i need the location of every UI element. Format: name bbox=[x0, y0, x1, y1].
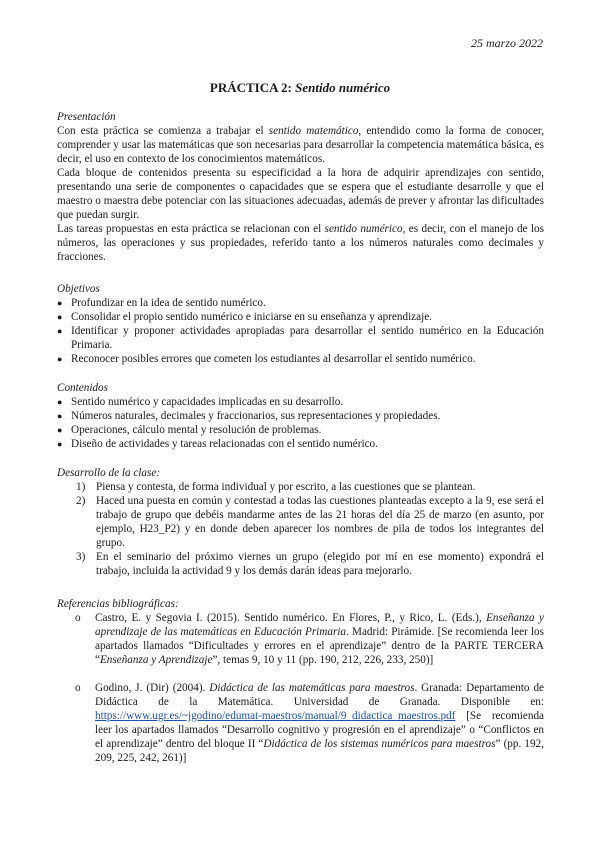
bullet-list bbox=[57, 395, 544, 451]
bullet-list bbox=[57, 296, 544, 366]
list-item: ● Profundizar en la idea de sentido numérico. bbox=[57, 296, 544, 310]
reference-list bbox=[57, 611, 544, 765]
title-topic: Sentido numérico bbox=[295, 80, 391, 95]
paragraph: Las tareas propuestas en esta práctica se relacionan con el sentido numérico, es decir, con el manejo de los números, las operaciones y sus propiedades, referido tanto a los números naturales como decimales y fracciones. bbox=[57, 223, 544, 263]
reference-link[interactable]: https://www.ugr.es/~jgodino/edumat-maestros/manual/9_didactica_maestros.pdf bbox=[95, 710, 456, 722]
list-item: ● Números naturales, decimales y fraccionarios, sus representaciones y propiedades. bbox=[57, 409, 544, 423]
section-referencias bbox=[57, 597, 544, 765]
document-date: 25 marzo 2022 bbox=[470, 36, 543, 50]
list-item: 2) Haced una puesta en común y contestad a todas las cuestiones planteadas excepto a la 9, ese será el trabajo de grupo que debéis mandarme antes de las 21 horas del día 25 de marzo (en asunto, por ejemplo, H23_P2) y en donde deben aparecer los nombres de pila de todos los integrantes del grupo. bbox=[76, 495, 544, 549]
list-item: 1) Piensa y contesta, de forma individual y por escrito, a las cuestiones que se plantean. bbox=[76, 481, 476, 493]
spacer bbox=[57, 667, 544, 681]
section-heading: Presentación bbox=[57, 111, 116, 123]
section-heading: Objetivos bbox=[57, 283, 100, 295]
paragraph: Cada bloque de contenidos presenta su especificidad a la hora de adquirir aprendizajes con sentido, presentando una serie de componentes o capacidades que se espera que el estudiante desarrolle y que el maestro o maestra debe potenciar con las situaciones adecuadas, además de prever y afrontar las dificultades que puedan surgir. bbox=[57, 167, 544, 221]
document-title: PRÁCTICA 2: Sentido numérico bbox=[209, 80, 391, 95]
list-item: ● Identificar y proponer actividades apropiadas para desarrollar el sentido numérico en la Educación Primaria. bbox=[57, 324, 544, 352]
section-presentacion bbox=[57, 110, 544, 264]
reference-item: o Godino, J. (Dir) (2004). Didáctica de las matemáticas para maestros. Granada: Departamento de Didáctica de la Matemática. Universidad de Granada. Disponible en: https://www.ugr.es/~jgodino/edumat-maestros/manual/9_didactica_maestros.pdf [Se recomienda leer los apartados llamados “Desarrollo cognitivo y progresión en el aprendizaje” o “Conflictos en el aprendizaje” dentro del bloque II “Didáctica de los sistemas numéricos para maestros” (pp. 192, 209, 225, 242, 261)] bbox=[75, 682, 544, 764]
list-item: ● Sentido numérico y capacidades implicadas en su desarrollo. bbox=[57, 395, 544, 409]
paragraph: Con esta práctica se comienza a trabajar el sentido matemático, entendido como la forma de conocer, comprender y usar las matemáticas que son necesarias para desarrollar la competencia matemática básica, es decir, el uso en contexto de los conocimientos matemáticos. bbox=[57, 125, 544, 165]
section-heading: Desarrollo de la clase: bbox=[57, 467, 161, 479]
section-heading: Referencias bibliográficas: bbox=[57, 598, 179, 610]
numbered-list bbox=[57, 480, 544, 578]
section-desarrollo bbox=[57, 466, 544, 578]
list-item: ● Reconocer posibles errores que cometen los estudiantes al desarrollar el sentido numérico. bbox=[57, 352, 544, 366]
list-item: ● Operaciones, cálculo mental y resolución de problemas. bbox=[57, 423, 544, 437]
section-contenidos bbox=[57, 381, 544, 451]
list-item: ● Consolidar el propio sentido numérico e iniciarse en su enseñanza y aprendizaje. bbox=[57, 310, 544, 324]
section-objetivos bbox=[57, 282, 544, 366]
list-item: 3) En el seminario del próximo viernes un grupo (elegido por mí en ese momento) expondrá el trabajo, incluida la actividad 9 y los demás darán ideas para mejorarlo. bbox=[76, 551, 544, 577]
list-item: ● Diseño de actividades y tareas relacionadas con el sentido numérico. bbox=[57, 437, 544, 451]
reference-item: o Castro, E. y Segovia I. (2015). Sentido numérico. En Flores, P., y Rico, L. (Eds.), Enseñanza y aprendizaje de las matemáticas en Educación Primaria. Madrid: Pirámide. [Se recomienda leer los apartados llamados “Dificultades y errores en el aprendizaje” dentro de la PARTE TERCERA “Enseñanza y Aprendizaje”, temas 9, 10 y 11 (pp. 190, 212, 226, 233, 250)] bbox=[75, 612, 544, 666]
section-heading: Contenidos bbox=[57, 382, 108, 394]
